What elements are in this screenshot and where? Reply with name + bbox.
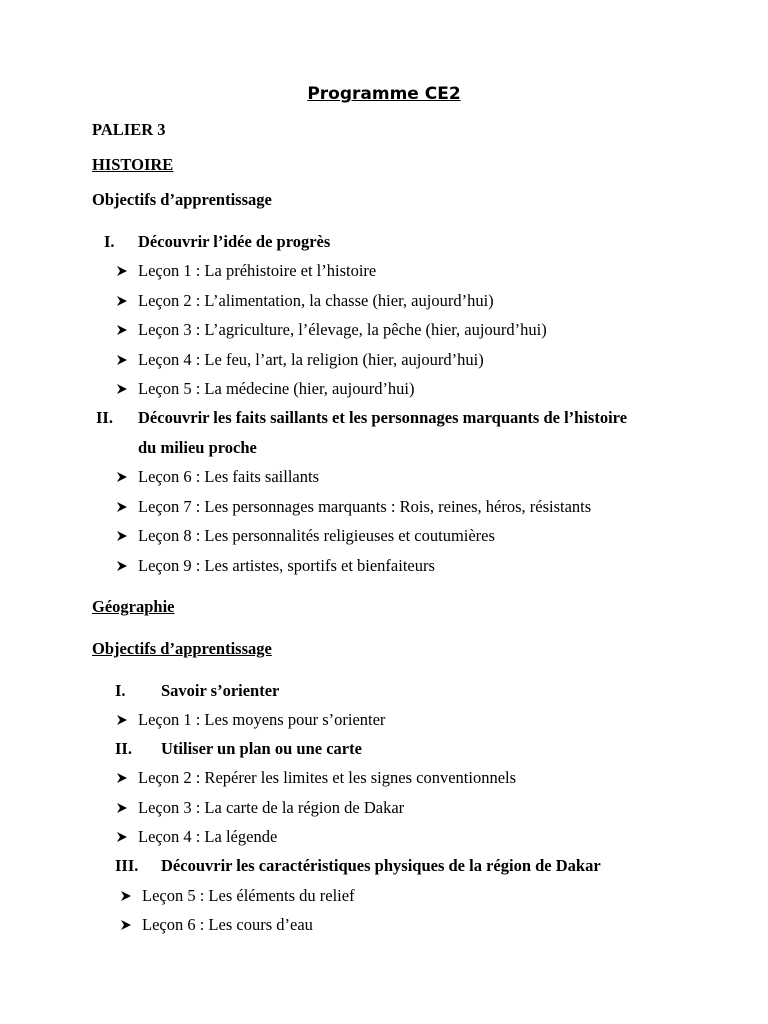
arrowhead-bullet-icon bbox=[116, 354, 128, 366]
geo-section-2-number: II. bbox=[115, 739, 132, 758]
lesson-label: Leçon 2 : L’alimentation, la chasse (hier, aujourd’hui) bbox=[138, 291, 494, 310]
lesson-label: Leçon 5 : Les éléments du relief bbox=[142, 886, 355, 905]
arrowhead-bullet-icon bbox=[116, 324, 128, 336]
arrowhead-bullet-icon bbox=[116, 530, 128, 542]
arrowhead-bullet-icon bbox=[116, 295, 128, 307]
lesson-label: Leçon 1 : La préhistoire et l’histoire bbox=[138, 261, 377, 280]
lesson-label: Leçon 3 : La carte de la région de Dakar bbox=[138, 798, 405, 817]
page-title: Programme CE2 bbox=[307, 84, 461, 104]
lesson-label: Leçon 6 : Les faits saillants bbox=[138, 467, 319, 486]
lesson-label: Leçon 6 : Les cours d’eau bbox=[142, 915, 313, 934]
arrowhead-bullet-icon bbox=[116, 772, 128, 784]
arrowhead-bullet-icon bbox=[116, 471, 128, 483]
arrowhead-bullet-icon bbox=[120, 890, 132, 902]
arrowhead-bullet-icon bbox=[116, 802, 128, 814]
lesson-label: Leçon 8 : Les personnalités religieuses et coutumières bbox=[138, 526, 495, 545]
geo-section-1-number: I. bbox=[115, 681, 126, 700]
lesson-label: Leçon 1 : Les moyens pour s’orienter bbox=[138, 710, 386, 729]
lesson-label: Leçon 2 : Repérer les limites et les signes conventionnels bbox=[138, 768, 517, 787]
arrowhead-bullet-icon bbox=[116, 501, 128, 513]
histoire-section-1-title: Découvrir l’idée de progrès bbox=[138, 232, 331, 251]
lesson-label: Leçon 7 : Les personnages marquants : Rois, reines, héros, résistants bbox=[138, 497, 592, 516]
geo-section-2-title: Utiliser un plan ou une carte bbox=[161, 739, 362, 758]
arrowhead-bullet-icon bbox=[116, 560, 128, 572]
arrowhead-bullet-icon bbox=[116, 714, 128, 726]
geo-section-3-title: Découvrir les caractéristiques physiques de la région de Dakar bbox=[161, 856, 601, 875]
arrowhead-bullet-icon bbox=[116, 383, 128, 395]
geographie-objectifs: Objectifs d’apprentissage bbox=[92, 639, 272, 658]
arrowhead-bullet-icon bbox=[116, 831, 128, 843]
lesson-label: Leçon 9 : Les artistes, sportifs et bienfaiteurs bbox=[138, 556, 435, 575]
histoire-section-2-title-line2: du milieu proche bbox=[138, 438, 257, 457]
histoire-objectifs: Objectifs d’apprentissage bbox=[92, 190, 272, 209]
geo-section-3-number: III. bbox=[115, 856, 139, 875]
arrowhead-bullet-icon bbox=[120, 919, 132, 931]
lesson-label: Leçon 3 : L’agriculture, l’élevage, la pêche (hier, aujourd’hui) bbox=[138, 320, 547, 339]
lesson-label: Leçon 4 : Le feu, l’art, la religion (hier, aujourd’hui) bbox=[138, 350, 484, 369]
arrowhead-bullet-icon bbox=[116, 265, 128, 277]
palier-label: PALIER 3 bbox=[92, 120, 166, 139]
histoire-section-2-number: II. bbox=[96, 408, 113, 427]
lesson-label: Leçon 5 : La médecine (hier, aujourd’hui) bbox=[138, 379, 415, 398]
geographie-heading: Géographie bbox=[92, 597, 175, 616]
histoire-heading: HISTOIRE bbox=[92, 155, 174, 174]
histoire-section-1-number: I. bbox=[104, 232, 115, 251]
lesson-label: Leçon 4 : La légende bbox=[138, 827, 278, 846]
histoire-section-2-title-line1: Découvrir les faits saillants et les personnages marquants de l’histoire bbox=[138, 408, 628, 427]
geo-section-1-title: Savoir s’orienter bbox=[161, 681, 280, 700]
